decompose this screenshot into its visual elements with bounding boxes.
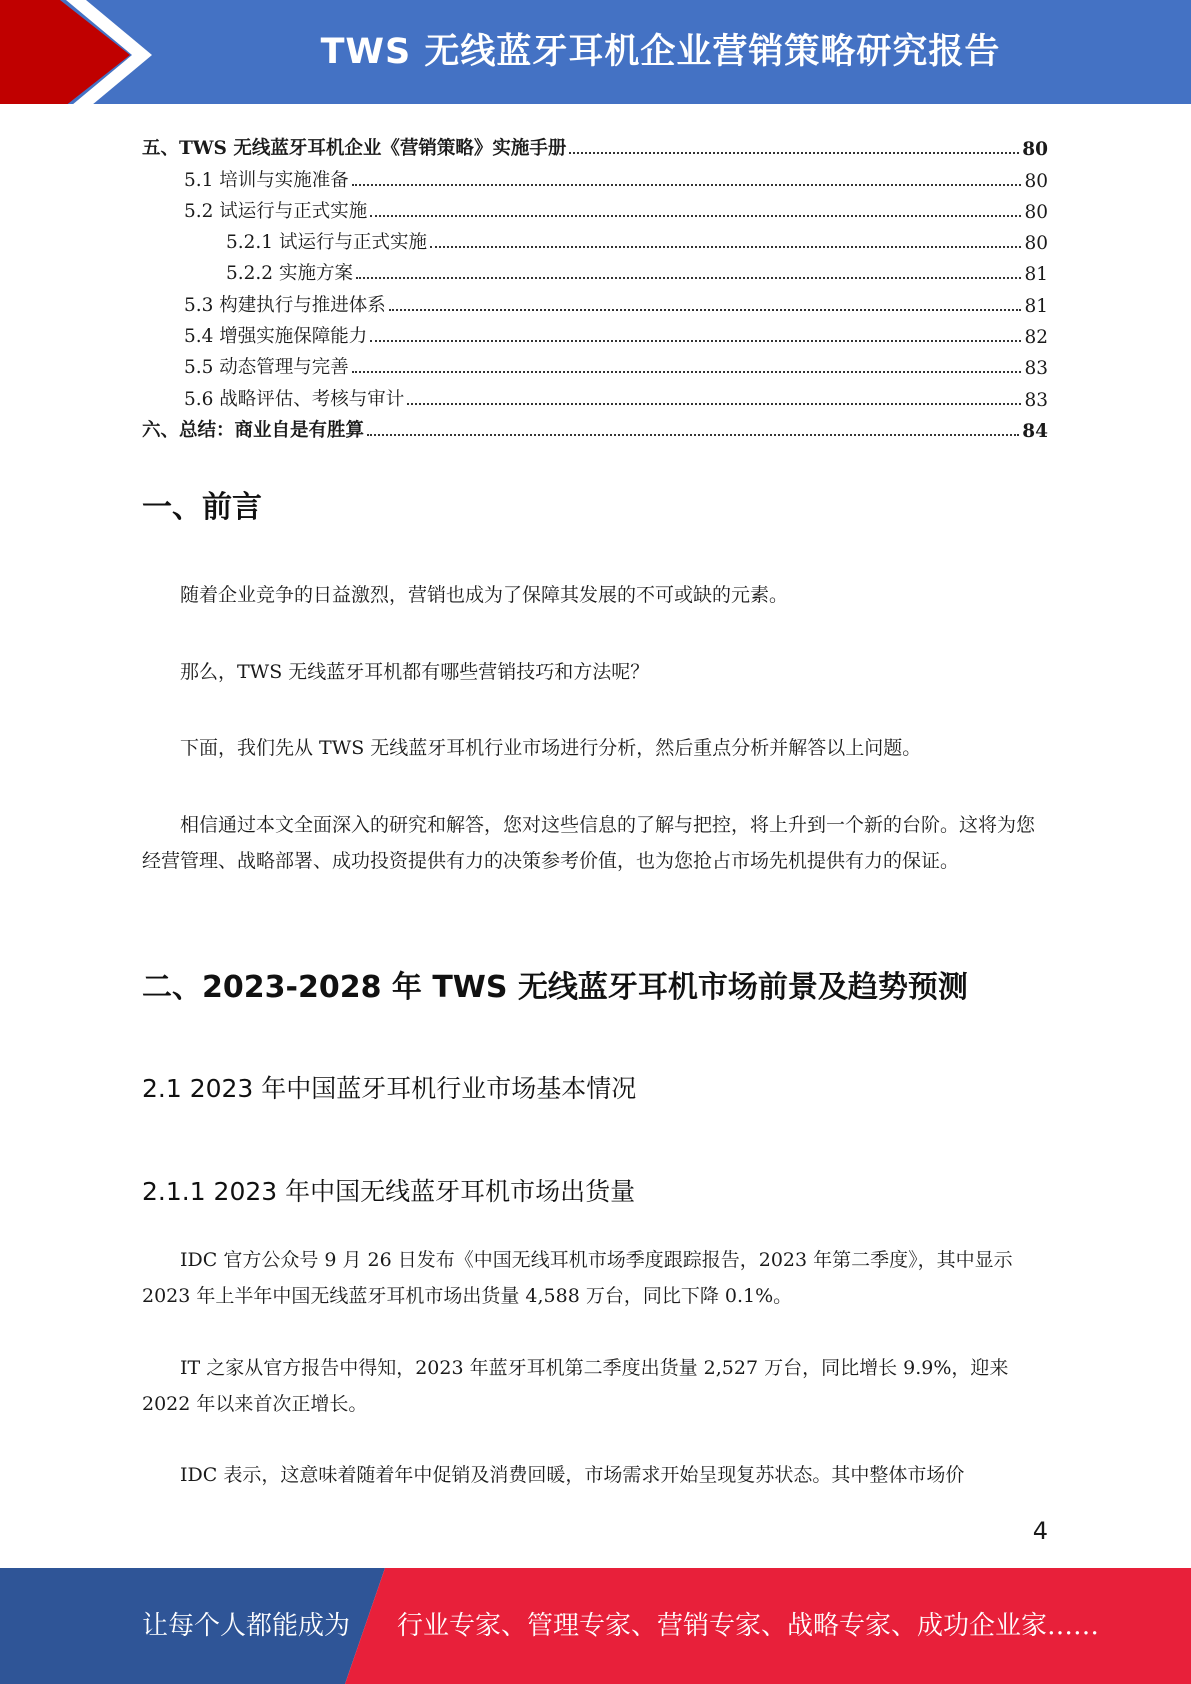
- toc-entry-page: 83: [1024, 358, 1048, 380]
- footer-slogan-right: 行业专家、管理专家、营销专家、战略专家、成功企业家……: [397, 1611, 1100, 1641]
- paragraph: 那么，TWS 无线蓝牙耳机都有哪些营销技巧和方法呢？: [180, 661, 650, 683]
- toc-entry-label: 六、总结：商业自是有胜算: [142, 419, 365, 441]
- toc-entry-label: 5.2.2 实施方案: [226, 263, 353, 285]
- table-of-contents: [142, 129, 1048, 442]
- toc-entry[interactable]: [142, 254, 1048, 285]
- toc-entry[interactable]: [142, 285, 1048, 316]
- paragraph: 相信通过本文全面深入的研究和解答，您对这些信息的了解与把控，将上升到一个新的台阶。这将为您经营管理、战略部署、成功投资提供有力的决策参考价值，也为您抢占市场先机提供有力的保证。: [142, 814, 1036, 872]
- toc-leader-dots: [367, 434, 1019, 436]
- toc-leader-dots: [370, 340, 1021, 342]
- toc-entry-page: 81: [1024, 295, 1048, 317]
- toc-entry[interactable]: [142, 192, 1048, 223]
- paragraph: IDC 表示，这意味着随着年中促销及消费回暖，市场需求开始呈现复苏状态。其中整体市场价: [180, 1464, 965, 1486]
- toc-leader-dots: [407, 403, 1021, 405]
- toc-entry[interactable]: [142, 411, 1048, 442]
- toc-leader-dots: [356, 277, 1022, 279]
- toc-entry-page: 81: [1024, 264, 1048, 286]
- toc-entry-label: 五、TWS 无线蓝牙耳机企业《营销策略》实施手册: [142, 138, 567, 160]
- toc-entry[interactable]: [142, 379, 1048, 410]
- toc-entry[interactable]: [142, 348, 1048, 379]
- toc-entry-page: 82: [1024, 327, 1048, 349]
- footer-slogan-left: 让每个人都能成为: [142, 1611, 351, 1641]
- toc-entry-page: 80: [1024, 201, 1048, 223]
- toc-entry[interactable]: [142, 317, 1048, 348]
- toc-entry-label: 5.4 增强实施保障能力: [184, 326, 368, 348]
- toc-entry[interactable]: [142, 129, 1048, 160]
- report-title: TWS 无线蓝牙耳机企业营销策略研究报告: [320, 32, 1001, 72]
- toc-entry-page: 80: [1024, 170, 1048, 192]
- toc-entry-page: 80: [1022, 139, 1048, 161]
- section-heading-market-outlook: 二、2023-2028 年 TWS 无线蓝牙耳机市场前景及趋势预测: [142, 970, 968, 1005]
- toc-entry-page: 84: [1022, 420, 1048, 442]
- paragraph: IDC 官方公众号 9 月 26 日发布《中国无线耳机市场季度跟踪报告，2023 年第二季度》，其中显示 2023 年上半年中国无线蓝牙耳机市场出货量 4,588 万台，同比下降 0.1%。: [142, 1249, 1013, 1307]
- toc-entry[interactable]: [142, 160, 1048, 191]
- toc-entry-label: 5.1 培训与实施准备: [184, 169, 349, 191]
- toc-entry-label: 5.3 构建执行与推进体系: [184, 294, 386, 316]
- paragraph: 随着企业竞争的日益激烈，营销也成为了保障其发展的不可或缺的元素。: [180, 584, 789, 606]
- toc-entry-page: 80: [1024, 233, 1048, 255]
- toc-entry-label: 5.2 试运行与正式实施: [184, 200, 368, 222]
- toc-entry-label: 5.6 战略评估、考核与审计: [184, 388, 405, 410]
- toc-entry-label: 5.5 动态管理与完善: [184, 357, 349, 379]
- paragraph: 下面，我们先从 TWS 无线蓝牙耳机行业市场进行分析，然后重点分析并解答以上问题。: [180, 737, 922, 759]
- page-header-banner: [0, 0, 1191, 110]
- sub-sub-heading: 2.1.1 2023 年中国无线蓝牙耳机市场出货量: [142, 1177, 636, 1206]
- toc-entry-page: 83: [1024, 389, 1048, 411]
- toc-leader-dots: [430, 246, 1021, 248]
- sub-heading: 2.1 2023 年中国蓝牙耳机行业市场基本情况: [142, 1074, 637, 1103]
- toc-leader-dots: [352, 184, 1022, 186]
- toc-entry-label: 5.2.1 试运行与正式实施: [226, 232, 427, 254]
- page-number: 4: [1032, 1517, 1048, 1545]
- toc-entry[interactable]: [142, 223, 1048, 254]
- toc-leader-dots: [389, 309, 1022, 311]
- paragraph: IT 之家从官方报告中得知，2023 年蓝牙耳机第二季度出货量 2,527 万台，同比增长 9.9%，迎来 2022 年以来首次正增长。: [142, 1357, 1009, 1415]
- toc-leader-dots: [352, 371, 1022, 373]
- section-heading-preface: 一、前言: [142, 490, 262, 525]
- toc-leader-dots: [370, 215, 1021, 217]
- page-footer-banner: [0, 1568, 1191, 1684]
- toc-leader-dots: [569, 152, 1019, 154]
